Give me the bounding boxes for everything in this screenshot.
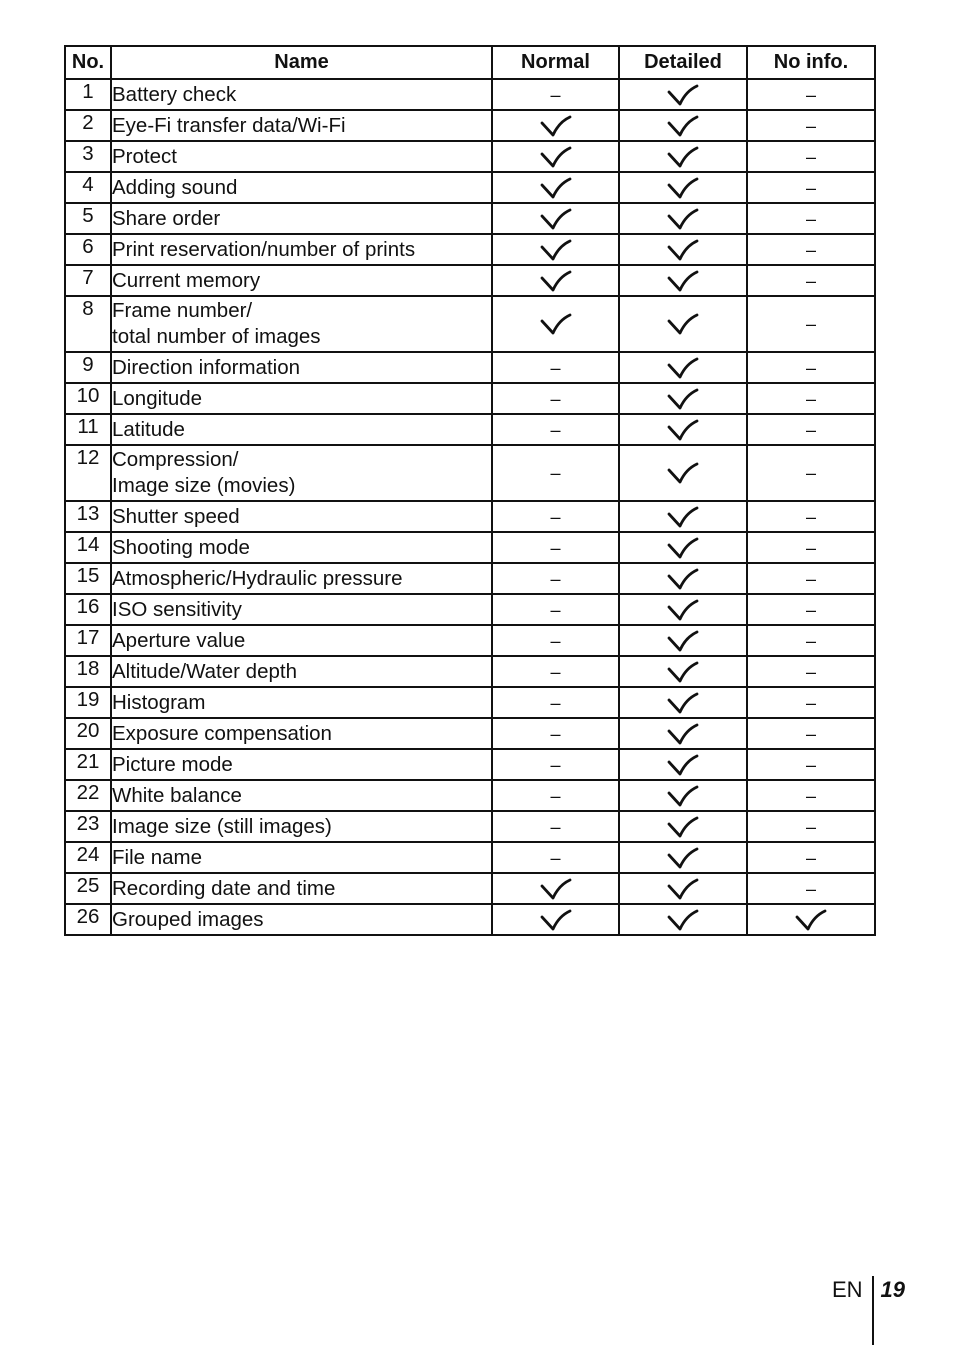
item-name-line: Longitude bbox=[112, 386, 203, 410]
item-name bbox=[111, 79, 492, 110]
language-label: EN bbox=[831, 1277, 863, 1302]
no-info-cell bbox=[747, 265, 875, 296]
item-name-line: Image size (movies) bbox=[112, 474, 296, 497]
check-icon bbox=[667, 567, 699, 591]
header-no-info: No info. bbox=[747, 46, 875, 79]
dash-mark: – bbox=[805, 816, 816, 837]
item-name-line: Compression/ bbox=[112, 448, 239, 471]
normal-cell bbox=[492, 110, 619, 141]
check-icon bbox=[667, 312, 699, 336]
no-info-cell bbox=[747, 172, 875, 203]
dash-mark: – bbox=[805, 115, 816, 136]
detailed-cell bbox=[619, 749, 747, 780]
detailed-cell bbox=[619, 141, 747, 172]
item-name-line: Recording date and time bbox=[112, 876, 336, 900]
item-name-line: total number of images bbox=[112, 325, 321, 348]
table-row bbox=[65, 383, 875, 414]
item-name bbox=[111, 656, 492, 687]
item-name-line: ISO sensitivity bbox=[112, 597, 242, 621]
dash-mark: – bbox=[550, 847, 561, 868]
normal-cell bbox=[492, 718, 619, 749]
item-name-line: Eye-Fi transfer data/Wi-Fi bbox=[112, 113, 346, 137]
check-icon bbox=[667, 238, 699, 262]
check-icon bbox=[795, 908, 827, 932]
detailed-cell bbox=[619, 172, 747, 203]
item-name-line: Altitude/Water depth bbox=[112, 659, 297, 683]
item-name-line: Image size (still images) bbox=[112, 814, 332, 838]
item-name-line: Adding sound bbox=[112, 175, 238, 199]
row-number: 7 bbox=[65, 265, 111, 296]
detailed-cell bbox=[619, 873, 747, 904]
dash-mark: – bbox=[550, 630, 561, 651]
detailed-cell bbox=[619, 563, 747, 594]
item-name-line: File name bbox=[112, 845, 203, 869]
item-name-line: Aperture value bbox=[112, 628, 246, 652]
normal-cell bbox=[492, 749, 619, 780]
item-name bbox=[111, 414, 492, 445]
row-number: 17 bbox=[65, 625, 111, 656]
check-icon bbox=[667, 356, 699, 380]
no-info-cell bbox=[747, 873, 875, 904]
item-name-line: Direction information bbox=[112, 355, 300, 379]
dash-mark: – bbox=[805, 208, 816, 229]
header-name: Name bbox=[111, 46, 492, 79]
page-number: 19 bbox=[880, 1277, 905, 1302]
item-name-line: Battery check bbox=[112, 82, 237, 106]
detailed-cell bbox=[619, 352, 747, 383]
item-name bbox=[111, 141, 492, 172]
dash-mark: – bbox=[805, 314, 816, 334]
row-number: 15 bbox=[65, 563, 111, 594]
normal-cell bbox=[492, 265, 619, 296]
no-info-cell bbox=[747, 594, 875, 625]
header-detailed: Detailed bbox=[619, 46, 747, 79]
normal-cell bbox=[492, 501, 619, 532]
no-info-cell bbox=[747, 563, 875, 594]
item-name bbox=[111, 172, 492, 203]
check-icon bbox=[667, 598, 699, 622]
dash-mark: – bbox=[550, 357, 561, 378]
row-number: 11 bbox=[65, 414, 111, 445]
no-info-cell bbox=[747, 656, 875, 687]
dash-mark: – bbox=[550, 599, 561, 620]
no-info-cell bbox=[747, 110, 875, 141]
item-name bbox=[111, 383, 492, 414]
normal-cell bbox=[492, 234, 619, 265]
item-name-line: Exposure compensation bbox=[112, 721, 332, 745]
row-number: 3 bbox=[65, 141, 111, 172]
normal-cell bbox=[492, 625, 619, 656]
table-row bbox=[65, 110, 875, 141]
detailed-cell bbox=[619, 414, 747, 445]
check-icon bbox=[540, 176, 572, 200]
table-row bbox=[65, 718, 875, 749]
item-name-line: Grouped images bbox=[112, 907, 264, 931]
dash-mark: – bbox=[805, 692, 816, 713]
table-row bbox=[65, 296, 875, 352]
no-info-cell bbox=[747, 749, 875, 780]
dash-mark: – bbox=[550, 754, 561, 775]
dash-mark: – bbox=[805, 357, 816, 378]
dash-mark: – bbox=[805, 537, 816, 558]
table-row bbox=[65, 532, 875, 563]
check-icon bbox=[667, 629, 699, 653]
item-name bbox=[111, 625, 492, 656]
row-number: 12 bbox=[65, 445, 111, 501]
check-icon bbox=[667, 83, 699, 107]
dash-mark: – bbox=[805, 239, 816, 260]
table-row bbox=[65, 780, 875, 811]
dash-mark: – bbox=[550, 419, 561, 440]
header-normal: Normal bbox=[492, 46, 619, 79]
detailed-cell bbox=[619, 904, 747, 935]
no-info-cell bbox=[747, 625, 875, 656]
dash-mark: – bbox=[550, 463, 561, 483]
row-number: 2 bbox=[65, 110, 111, 141]
row-number: 1 bbox=[65, 79, 111, 110]
detailed-cell bbox=[619, 203, 747, 234]
normal-cell bbox=[492, 445, 619, 501]
item-name-line: Picture mode bbox=[112, 752, 233, 776]
dash-mark: – bbox=[550, 723, 561, 744]
dash-mark: – bbox=[805, 630, 816, 651]
normal-cell bbox=[492, 296, 619, 352]
dash-mark: – bbox=[805, 84, 816, 105]
check-icon bbox=[667, 176, 699, 200]
row-number: 16 bbox=[65, 594, 111, 625]
no-info-cell bbox=[747, 141, 875, 172]
check-icon bbox=[540, 238, 572, 262]
table-row bbox=[65, 172, 875, 203]
table-row bbox=[65, 873, 875, 904]
dash-mark: – bbox=[805, 463, 816, 483]
item-name bbox=[111, 563, 492, 594]
check-icon bbox=[667, 877, 699, 901]
no-info-cell bbox=[747, 532, 875, 563]
item-name bbox=[111, 501, 492, 532]
item-name bbox=[111, 296, 492, 352]
item-name-line: Atmospheric/Hydraulic pressure bbox=[112, 566, 403, 590]
normal-cell bbox=[492, 79, 619, 110]
check-icon bbox=[667, 207, 699, 231]
detailed-cell bbox=[619, 594, 747, 625]
row-number: 14 bbox=[65, 532, 111, 563]
check-icon bbox=[540, 269, 572, 293]
item-name-line: Shutter speed bbox=[112, 504, 240, 528]
detailed-cell bbox=[619, 265, 747, 296]
detailed-cell bbox=[619, 445, 747, 501]
no-info-cell bbox=[747, 445, 875, 501]
normal-cell bbox=[492, 687, 619, 718]
item-name-line: Frame number/ bbox=[112, 299, 253, 322]
item-name-line: Latitude bbox=[112, 417, 185, 441]
normal-cell bbox=[492, 532, 619, 563]
dash-mark: – bbox=[805, 847, 816, 868]
check-icon bbox=[667, 660, 699, 684]
table-row bbox=[65, 656, 875, 687]
display-info-table bbox=[64, 45, 876, 936]
dash-mark: – bbox=[805, 388, 816, 409]
detailed-cell bbox=[619, 501, 747, 532]
dash-mark: – bbox=[550, 661, 561, 682]
item-name bbox=[111, 873, 492, 904]
item-name bbox=[111, 234, 492, 265]
table-row bbox=[65, 265, 875, 296]
check-icon bbox=[667, 908, 699, 932]
dash-mark: – bbox=[550, 568, 561, 589]
normal-cell bbox=[492, 141, 619, 172]
normal-cell bbox=[492, 563, 619, 594]
row-number: 21 bbox=[65, 749, 111, 780]
dash-mark: – bbox=[805, 723, 816, 744]
table-row bbox=[65, 904, 875, 935]
check-icon bbox=[667, 753, 699, 777]
table-row bbox=[65, 352, 875, 383]
normal-cell bbox=[492, 172, 619, 203]
item-name-line: Current memory bbox=[112, 268, 261, 292]
check-icon bbox=[540, 877, 572, 901]
table-row bbox=[65, 79, 875, 110]
item-name bbox=[111, 352, 492, 383]
detailed-cell bbox=[619, 110, 747, 141]
item-name bbox=[111, 203, 492, 234]
normal-cell bbox=[492, 873, 619, 904]
dash-mark: – bbox=[805, 506, 816, 527]
normal-cell bbox=[492, 203, 619, 234]
normal-cell bbox=[492, 352, 619, 383]
normal-cell bbox=[492, 842, 619, 873]
detailed-cell bbox=[619, 234, 747, 265]
no-info-cell bbox=[747, 501, 875, 532]
table-row bbox=[65, 811, 875, 842]
detailed-cell bbox=[619, 296, 747, 352]
check-icon bbox=[667, 387, 699, 411]
item-name bbox=[111, 594, 492, 625]
normal-cell bbox=[492, 811, 619, 842]
table-row bbox=[65, 141, 875, 172]
detailed-cell bbox=[619, 687, 747, 718]
no-info-cell bbox=[747, 687, 875, 718]
item-name-line: Protect bbox=[112, 144, 177, 168]
check-icon bbox=[540, 207, 572, 231]
row-number: 4 bbox=[65, 172, 111, 203]
dash-mark: – bbox=[805, 568, 816, 589]
table-row bbox=[65, 687, 875, 718]
item-name bbox=[111, 780, 492, 811]
check-icon bbox=[667, 505, 699, 529]
check-icon bbox=[540, 908, 572, 932]
check-icon bbox=[667, 461, 699, 485]
check-icon bbox=[667, 114, 699, 138]
table-row bbox=[65, 445, 875, 501]
dash-mark: – bbox=[805, 270, 816, 291]
dash-mark: – bbox=[805, 661, 816, 682]
row-number: 22 bbox=[65, 780, 111, 811]
row-number: 9 bbox=[65, 352, 111, 383]
no-info-cell bbox=[747, 414, 875, 445]
check-icon bbox=[540, 114, 572, 138]
dash-mark: – bbox=[805, 754, 816, 775]
row-number: 8 bbox=[65, 296, 111, 352]
normal-cell bbox=[492, 904, 619, 935]
detailed-cell bbox=[619, 811, 747, 842]
table-row bbox=[65, 749, 875, 780]
check-icon bbox=[667, 784, 699, 808]
dash-mark: – bbox=[550, 506, 561, 527]
row-number: 25 bbox=[65, 873, 111, 904]
row-number: 24 bbox=[65, 842, 111, 873]
no-info-cell bbox=[747, 296, 875, 352]
header-no: No. bbox=[65, 46, 111, 79]
dash-mark: – bbox=[805, 146, 816, 167]
table-row bbox=[65, 203, 875, 234]
item-name bbox=[111, 904, 492, 935]
detailed-cell bbox=[619, 842, 747, 873]
row-number: 10 bbox=[65, 383, 111, 414]
normal-cell bbox=[492, 383, 619, 414]
dash-mark: – bbox=[805, 177, 816, 198]
page-footer bbox=[832, 1276, 905, 1345]
no-info-cell bbox=[747, 811, 875, 842]
row-number: 23 bbox=[65, 811, 111, 842]
detailed-cell bbox=[619, 780, 747, 811]
row-number: 5 bbox=[65, 203, 111, 234]
dash-mark: – bbox=[550, 84, 561, 105]
no-info-cell bbox=[747, 904, 875, 935]
item-name-line: Shooting mode bbox=[112, 535, 250, 559]
row-number: 18 bbox=[65, 656, 111, 687]
check-icon bbox=[667, 815, 699, 839]
table-row bbox=[65, 414, 875, 445]
normal-cell bbox=[492, 414, 619, 445]
no-info-cell bbox=[747, 780, 875, 811]
row-number: 19 bbox=[65, 687, 111, 718]
normal-cell bbox=[492, 780, 619, 811]
item-name bbox=[111, 532, 492, 563]
dash-mark: – bbox=[805, 785, 816, 806]
item-name bbox=[111, 718, 492, 749]
row-number: 20 bbox=[65, 718, 111, 749]
detailed-cell bbox=[619, 532, 747, 563]
item-name bbox=[111, 110, 492, 141]
detailed-cell bbox=[619, 625, 747, 656]
row-number: 6 bbox=[65, 234, 111, 265]
detailed-cell bbox=[619, 656, 747, 687]
table-row bbox=[65, 625, 875, 656]
item-name bbox=[111, 811, 492, 842]
no-info-cell bbox=[747, 352, 875, 383]
item-name bbox=[111, 842, 492, 873]
check-icon bbox=[667, 722, 699, 746]
no-info-cell bbox=[747, 383, 875, 414]
row-number: 26 bbox=[65, 904, 111, 935]
no-info-cell bbox=[747, 203, 875, 234]
check-icon bbox=[540, 312, 572, 336]
normal-cell bbox=[492, 656, 619, 687]
item-name bbox=[111, 687, 492, 718]
check-icon bbox=[667, 691, 699, 715]
check-icon bbox=[540, 145, 572, 169]
dash-mark: – bbox=[805, 599, 816, 620]
table-row bbox=[65, 563, 875, 594]
dash-mark: – bbox=[550, 816, 561, 837]
check-icon bbox=[667, 418, 699, 442]
check-icon bbox=[667, 536, 699, 560]
no-info-cell bbox=[747, 718, 875, 749]
item-name-line: Print reservation/number of prints bbox=[112, 237, 416, 261]
table-row bbox=[65, 842, 875, 873]
no-info-cell bbox=[747, 234, 875, 265]
dash-mark: – bbox=[805, 878, 816, 899]
table-row bbox=[65, 594, 875, 625]
table-header-row bbox=[65, 46, 875, 79]
no-info-cell bbox=[747, 79, 875, 110]
detailed-cell bbox=[619, 383, 747, 414]
dash-mark: – bbox=[550, 388, 561, 409]
check-icon bbox=[667, 269, 699, 293]
item-name bbox=[111, 265, 492, 296]
dash-mark: – bbox=[550, 692, 561, 713]
check-icon bbox=[667, 145, 699, 169]
detailed-cell bbox=[619, 718, 747, 749]
dash-mark: – bbox=[805, 419, 816, 440]
dash-mark: – bbox=[550, 785, 561, 806]
item-name-line: Histogram bbox=[112, 690, 206, 714]
item-name-line: Share order bbox=[112, 206, 221, 230]
dash-mark: – bbox=[550, 537, 561, 558]
item-name-line: White balance bbox=[112, 783, 242, 807]
normal-cell bbox=[492, 594, 619, 625]
detailed-cell bbox=[619, 79, 747, 110]
table-row bbox=[65, 501, 875, 532]
row-number: 13 bbox=[65, 501, 111, 532]
check-icon bbox=[667, 846, 699, 870]
item-name bbox=[111, 445, 492, 501]
table-row bbox=[65, 234, 875, 265]
no-info-cell bbox=[747, 842, 875, 873]
item-name bbox=[111, 749, 492, 780]
